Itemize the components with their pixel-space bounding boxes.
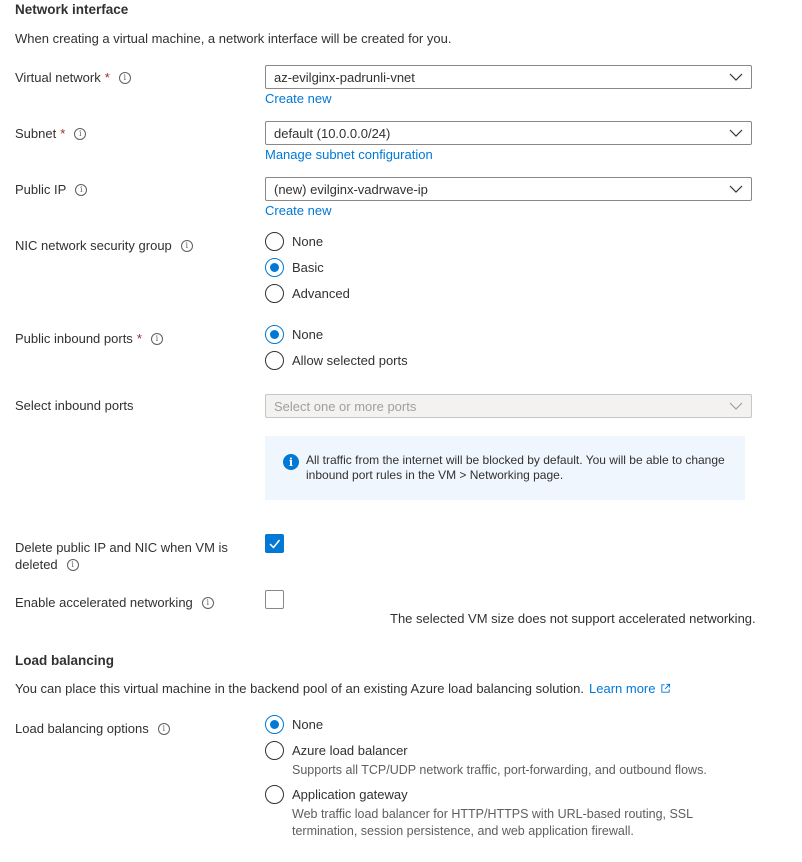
delete-ip-label-line1: Delete public IP and NIC when VM is: [15, 540, 228, 555]
radio-button-selected[interactable]: [265, 715, 284, 734]
info-icon[interactable]: i: [202, 597, 214, 609]
chevron-down-icon: [729, 71, 743, 83]
lb-option-description-line1: Web traffic load balancer for HTTP/HTTPS with URL-based routing, SSL: [292, 807, 694, 821]
info-icon[interactable]: i: [151, 333, 163, 345]
nsg-option-basic[interactable]: [265, 258, 324, 277]
public-ip-value: (new) evilginx-vadrwave-ip: [274, 181, 428, 197]
lb-options-label-text: Load balancing options: [15, 721, 149, 736]
load-balancing-description-row: [15, 681, 671, 696]
radio-button[interactable]: [265, 284, 284, 303]
select-ports-dropdown[interactable]: [265, 394, 752, 418]
lb-option-none[interactable]: [265, 715, 323, 734]
lb-option-description-line2: termination, session persistence, and web application firewall.: [292, 824, 634, 838]
required-asterisk: *: [136, 331, 142, 346]
virtual-network-label: [15, 70, 131, 85]
nsg-option-label: Advanced: [292, 286, 350, 301]
chevron-down-icon: [729, 400, 743, 412]
network-interface-description: When creating a virtual machine, a network interface will be created for you.: [15, 31, 452, 46]
section-title-load-balancing: Load balancing: [15, 653, 115, 668]
lb-options-label: [15, 721, 170, 736]
create-new-ip-link[interactable]: Create new: [265, 203, 332, 218]
radio-button[interactable]: [265, 351, 284, 370]
virtual-network-label-text: Virtual network: [15, 70, 101, 85]
public-ip-label: [15, 182, 87, 197]
inbound-option-none[interactable]: [265, 325, 323, 344]
nsg-option-none[interactable]: [265, 232, 323, 251]
required-asterisk: *: [60, 126, 66, 141]
virtual-network-value: az-evilginx-padrunli-vnet: [274, 69, 415, 85]
chevron-down-icon: [729, 183, 743, 195]
info-icon[interactable]: i: [75, 184, 87, 196]
delete-ip-label: [15, 539, 228, 573]
public-ip-dropdown[interactable]: [265, 177, 752, 201]
nsg-label: [15, 238, 193, 253]
nsg-option-label: Basic: [292, 260, 324, 275]
virtual-network-dropdown[interactable]: [265, 65, 752, 89]
inbound-option-label: Allow selected ports: [292, 353, 408, 368]
lb-option-description: Supports all TCP/UDP network traffic, port-forwarding, and outbound flows.: [292, 763, 707, 777]
learn-more-link[interactable]: Learn more: [589, 681, 656, 696]
select-ports-label: [15, 398, 134, 413]
info-icon[interactable]: i: [67, 559, 79, 571]
required-asterisk: *: [104, 70, 110, 85]
lb-option-label: Azure load balancer: [292, 743, 408, 758]
info-message-box: [265, 436, 745, 500]
nsg-option-advanced[interactable]: [265, 284, 350, 303]
load-balancing-description: You can place this virtual machine in the backend pool of an existing Azure load balancing solution.: [15, 681, 585, 696]
create-new-vnet-link[interactable]: Create new: [265, 91, 332, 106]
accel-net-label: [15, 595, 214, 610]
external-link-icon[interactable]: [660, 683, 671, 694]
nsg-option-label: None: [292, 234, 324, 249]
info-message-text: All traffic from the internet will be blocked by default. You will be able to change inbound port rules in the VM > Networking page.: [306, 453, 725, 482]
lb-option-azure-lb[interactable]: [265, 741, 408, 760]
info-icon: i: [283, 454, 299, 470]
radio-button[interactable]: [265, 741, 284, 760]
lb-option-app-gateway[interactable]: [265, 785, 408, 804]
manage-subnet-link[interactable]: Manage subnet configuration: [265, 147, 433, 162]
delete-ip-label-line2: deleted: [15, 557, 58, 572]
accel-net-note: The selected VM size does not support accelerated networking.: [390, 611, 756, 626]
inbound-ports-label: [15, 331, 163, 346]
subnet-value: default (10.0.0.0/24): [274, 125, 391, 141]
select-ports-label-text: Select inbound ports: [15, 398, 134, 413]
radio-button-selected[interactable]: [265, 258, 284, 277]
info-icon[interactable]: i: [119, 72, 131, 84]
section-title-network-interface: Network interface: [15, 2, 129, 17]
checkmark-icon: [265, 534, 284, 553]
select-ports-placeholder: Select one or more ports: [274, 398, 417, 414]
lb-option-description: [292, 806, 693, 840]
accel-net-label-text: Enable accelerated networking: [15, 595, 193, 610]
info-icon[interactable]: i: [181, 240, 193, 252]
radio-button-selected[interactable]: [265, 325, 284, 344]
nsg-label-text: NIC network security group: [15, 238, 172, 253]
subnet-label: [15, 126, 86, 141]
chevron-down-icon: [729, 127, 743, 139]
delete-ip-checkbox[interactable]: [265, 534, 284, 553]
public-ip-label-text: Public IP: [15, 182, 67, 197]
accel-net-checkbox[interactable]: [265, 590, 284, 609]
info-icon[interactable]: i: [158, 723, 170, 735]
delete-ip-label-line2-row: [15, 556, 228, 573]
subnet-label-text: Subnet: [15, 126, 57, 141]
radio-button[interactable]: [265, 785, 284, 804]
inbound-ports-label-text: Public inbound ports: [15, 331, 133, 346]
inbound-option-allow[interactable]: [265, 351, 408, 370]
info-icon[interactable]: i: [74, 128, 86, 140]
inbound-option-label: None: [292, 327, 324, 342]
radio-button[interactable]: [265, 232, 284, 251]
lb-option-label: None: [292, 717, 324, 732]
lb-option-label: Application gateway: [292, 787, 408, 802]
subnet-dropdown[interactable]: [265, 121, 752, 145]
